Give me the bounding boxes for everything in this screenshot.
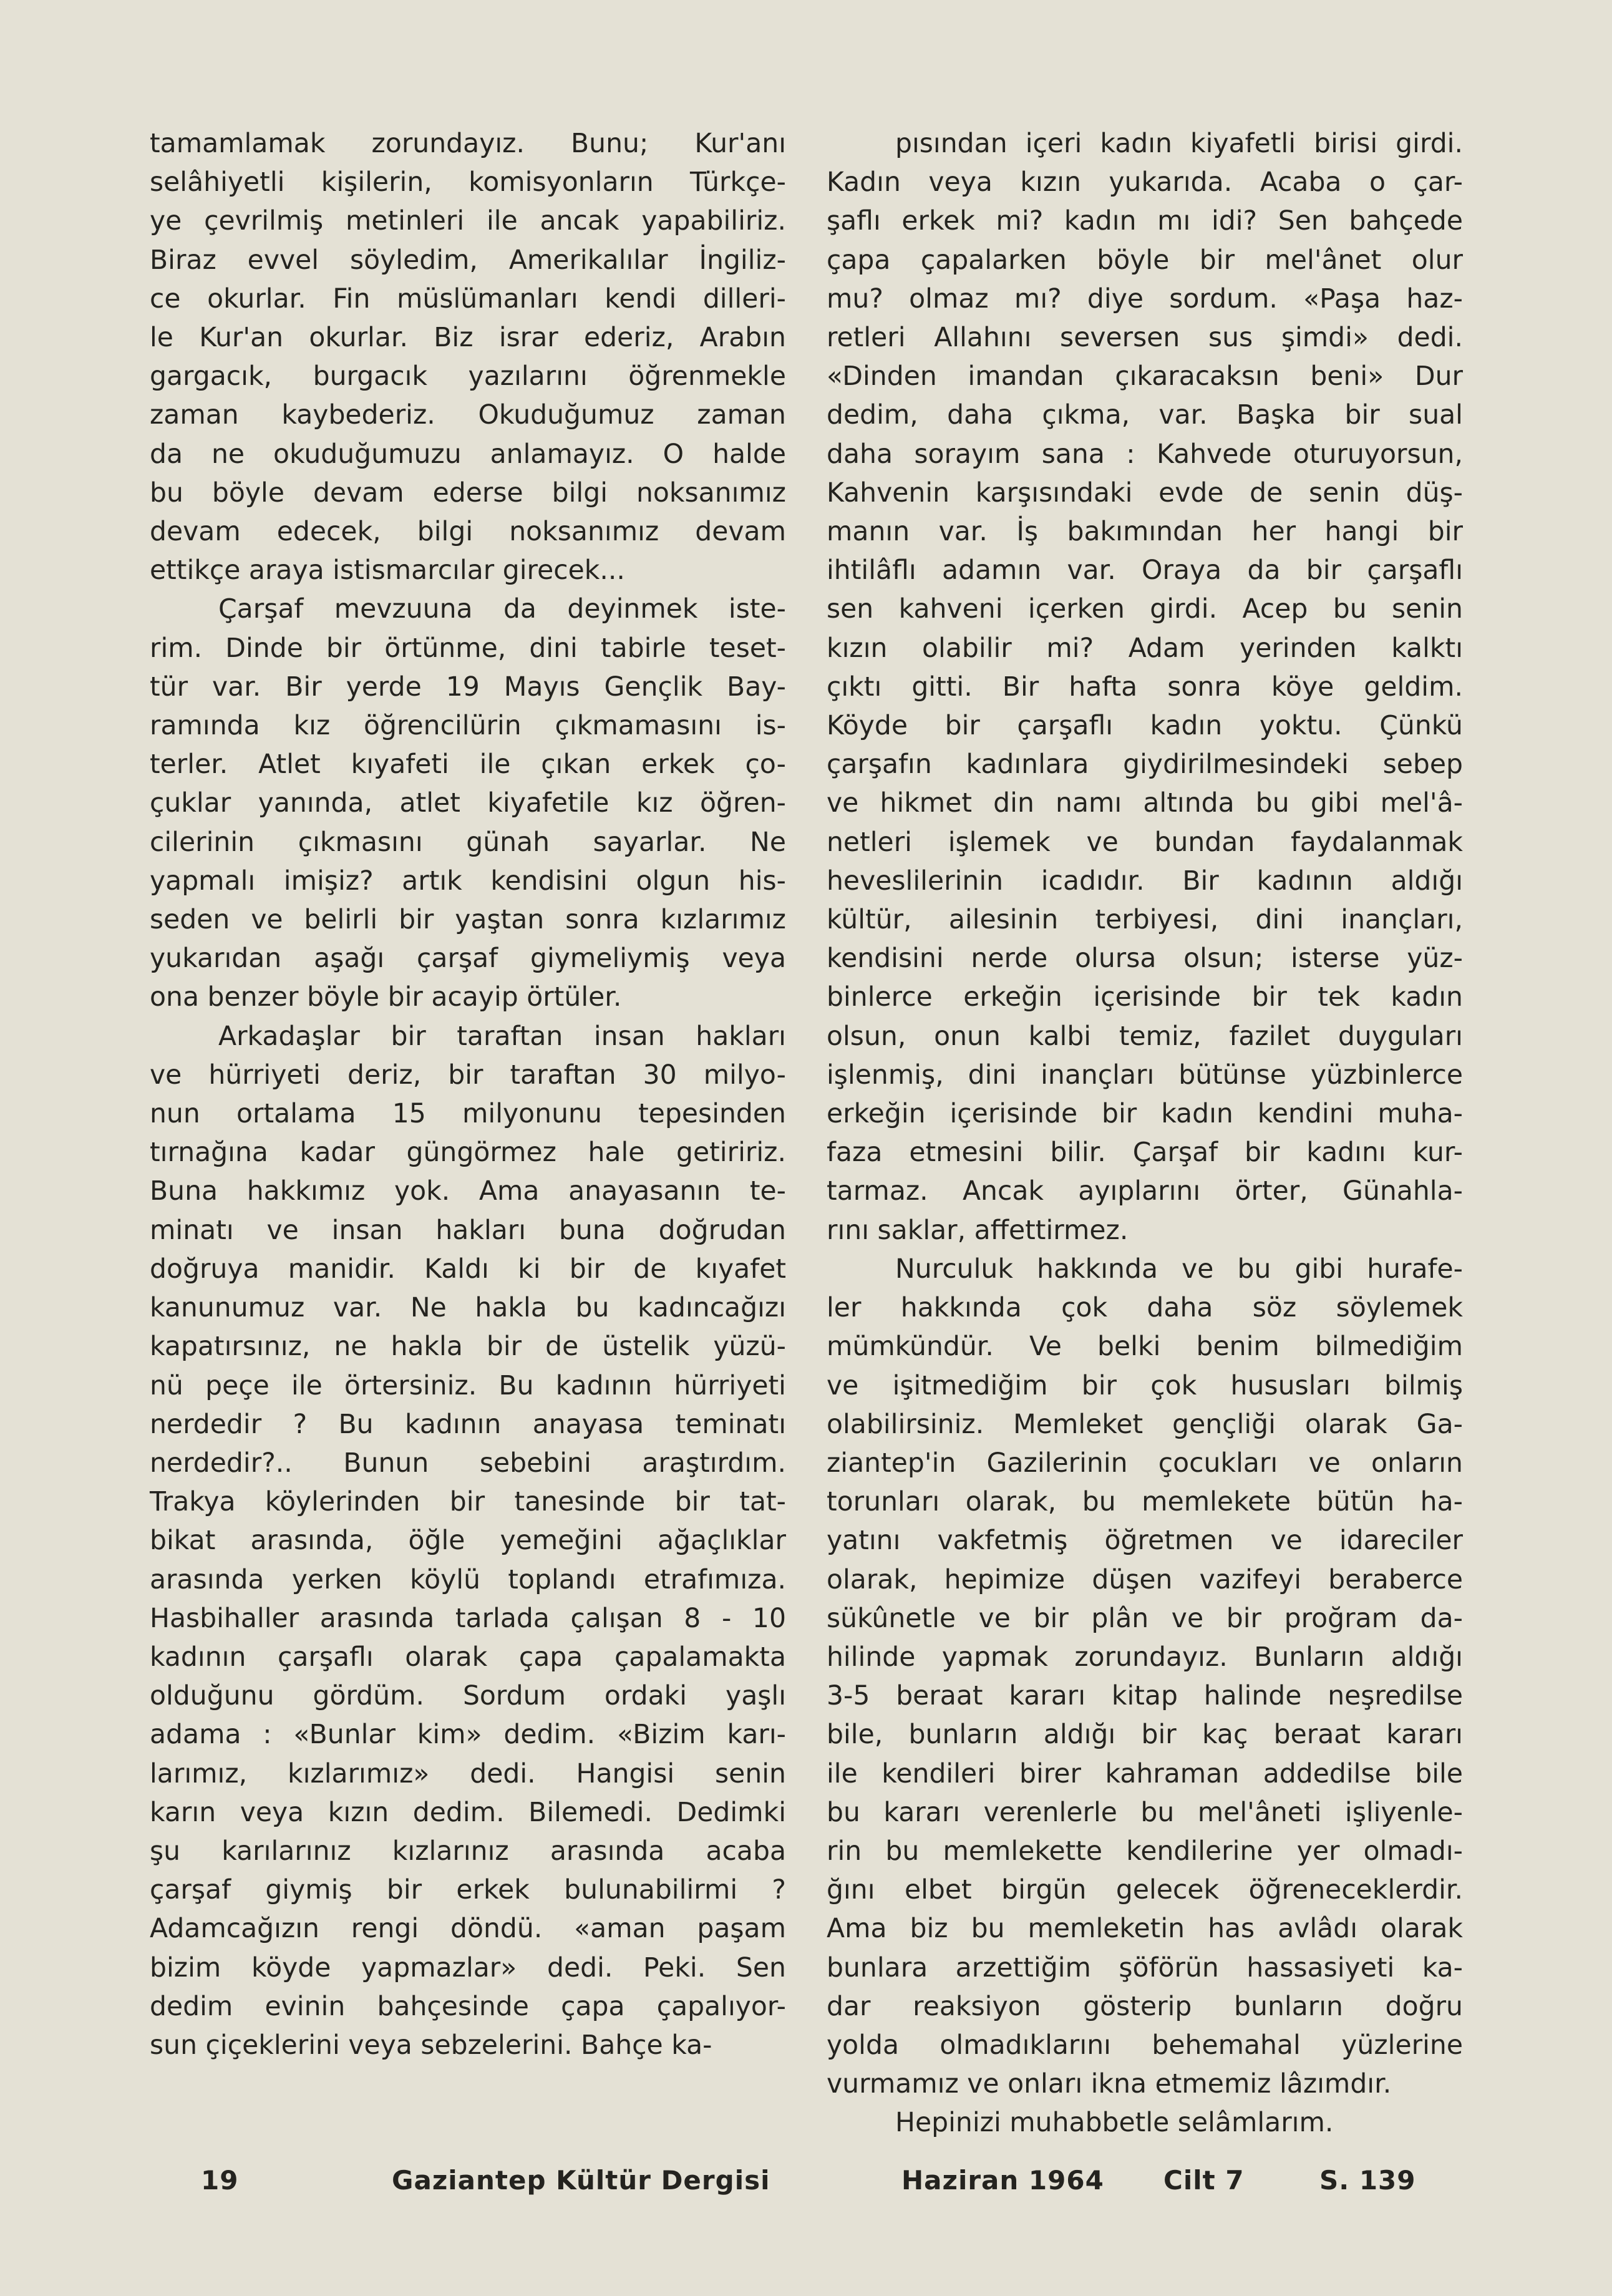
- right-column: [827, 125, 1463, 2143]
- text-line: terler. Atlet kıyafeti ile çıkan erkek ço-: [150, 749, 786, 781]
- text-line: nerdedir ? Bu kadının anayasa teminatı: [150, 1409, 786, 1440]
- text-line: netleri işlemek ve bundan faydalanmak: [827, 827, 1463, 858]
- text-line: erkeğin içerisinde bir kadın kendini muha-: [827, 1099, 1463, 1130]
- text-line: çapa çapalarken böyle bir mel'ânet olur: [827, 245, 1463, 276]
- text-line: çarşaf giymiş bir erkek bulunabilirmi ?: [150, 1875, 786, 1906]
- text-line: ye çevrilmiş metinleri ile ancak yapabiliriz.: [150, 206, 786, 237]
- paragraph: [827, 2104, 1463, 2143]
- text-line: ve hürriyeti deriz, bir taraftan 30 milyo-: [150, 1059, 786, 1091]
- text-line: larımız, kızlarımız» dedi. Hangisi senin: [150, 1758, 786, 1789]
- text-line: tür var. Bir yerde 19 Mayıs Gençlik Bay-: [150, 671, 786, 703]
- text-line: ğını elbet birgün gelecek öğreneceklerdir.: [827, 1875, 1463, 1906]
- paragraph: [150, 590, 786, 1017]
- text-line: daha sorayım sana : Kahvede oturuyorsun,: [827, 439, 1463, 470]
- text-line: yukarıdan aşağı çarşaf giymeliymiş veya: [150, 943, 786, 975]
- text-line: ziantep'in Gazilerinin çocukları ve onların: [827, 1447, 1463, 1479]
- text-line: ona benzer böyle bir acayip örtüler.: [150, 982, 622, 1013]
- text-line: sun çiçeklerini veya sebzelerini. Bahçe ka-: [150, 2030, 712, 2061]
- text-line: şu karılarınız kızlarınız arasında acaba: [150, 1836, 786, 1867]
- text-line: 3-5 beraat kararı kitap halinde neşredilse: [827, 1681, 1463, 1712]
- publication-name: Gaziantep Kültür Dergisi: [392, 2165, 770, 2196]
- text-line: heveslilerinin icadıdır. Bir kadının aldığı: [827, 865, 1463, 897]
- text-line: bunlara arzettiğim şöförün hassasiyeti ka-: [827, 1952, 1463, 1983]
- text-line: mu? olmaz mı? diye sordum. «Paşa haz-: [827, 283, 1463, 314]
- text-line: vurmamız ve onları ikna etmemiz lâzımdır.: [827, 2069, 1392, 2100]
- text-line: ler hakkında çok daha söz söylemek: [827, 1293, 1463, 1324]
- text-line: pısından içeri kadın kiyafetli birisi girdi.: [895, 129, 1463, 159]
- issue-number: S. 139: [1319, 2165, 1416, 2196]
- text-line: dedim evinin bahçesinde çapa çapalıyor-: [150, 1991, 786, 2022]
- text-line: kadının çarşaflı olarak çapa çapalamakta: [150, 1642, 786, 1673]
- text-line: ce okurlar. Fin müslümanları kendi dilleri-: [150, 283, 786, 314]
- text-line: nun ortalama 15 milyonunu tepesinden: [150, 1099, 786, 1130]
- text-line: da ne okuduğumuzu anlamayız. O halde: [150, 439, 786, 470]
- text-line: Kahvenin karşısındaki evde de senin düş-: [827, 477, 1463, 508]
- text-line: dar reaksiyon gösterip bunların doğru: [827, 1991, 1463, 2022]
- volume-number: Cilt 7: [1163, 2165, 1245, 2196]
- text-line: olarak, hepimize düşen vazifeyi beraberce: [827, 1564, 1463, 1595]
- text-line: sükûnetle ve bir plân ve bir proğram da-: [827, 1603, 1463, 1634]
- text-line: kültür, ailesinin terbiyesi, dini inançları,: [827, 905, 1463, 936]
- text-line: Adamcağızın rengi döndü. «aman paşam: [150, 1914, 786, 1945]
- text-line: doğruya manidir. Kaldı ki bir de kıyafet: [150, 1253, 786, 1285]
- text-line: bu böyle devam ederse bilgi noksanımız: [150, 477, 786, 508]
- text-line: sen kahveni içerken girdi. Acep bu senin: [827, 594, 1463, 625]
- text-line: çarşafın kadınlara giydirilmesindeki sebep: [827, 749, 1463, 781]
- text-line: ettikçe araya istismarcılar girecek...: [150, 555, 625, 586]
- text-line: Nurculuk hakkında ve bu gibi hurafe-: [895, 1253, 1463, 1285]
- issue-date: Haziran 1964: [901, 2165, 1104, 2196]
- text-line: yolda olmadıklarını behemahal yüzlerine: [827, 2030, 1463, 2061]
- text-line: ve işitmediğim bir çok hususları bilmiş: [827, 1370, 1463, 1401]
- text-line: kendisini nerde olursa olsun; isterse yüz-: [827, 943, 1463, 975]
- text-line: Çarşaf mevzuuna da deyinmek iste-: [218, 594, 786, 625]
- text-line: rını saklar, affettirmez.: [827, 1215, 1129, 1246]
- text-line: Kadın veya kızın yukarıda. Acaba o çar-: [827, 167, 1463, 198]
- text-line: seden ve belirli bir yaştan sonra kızlarımız: [150, 905, 786, 936]
- text-line: ve hikmet din namı altında bu gibi mel'â-: [827, 788, 1463, 819]
- text-line: Köyde bir çarşaflı kadın yoktu. Çünkü: [827, 711, 1463, 742]
- text-line: tarmaz. Ancak ayıplarını örter, Günahla-: [827, 1176, 1463, 1207]
- paragraph: [827, 1250, 1463, 2104]
- text-line: manın var. İş bakımından her hangi bir: [827, 517, 1463, 548]
- paragraph: [150, 1018, 786, 2065]
- text-line: yapmalı imişiz? artık kendisini olgun his-: [150, 865, 786, 897]
- paragraph: [150, 125, 786, 590]
- text-line: yatını vakfetmiş öğretmen ve idareciler: [827, 1525, 1463, 1557]
- text-line: dedim, daha çıkma, var. Başka bir sual: [827, 400, 1463, 431]
- text-line: olduğunu gördüm. Sordum ordaki yaşlı: [150, 1681, 786, 1712]
- text-line: rin bu memlekette kendilerine yer olmadı-: [827, 1836, 1463, 1867]
- text-line: Trakya köylerinden bir tanesinde bir tat-: [150, 1487, 786, 1518]
- text-line: ramında kız öğrencilürin çıkmamasını is-: [150, 711, 786, 742]
- text-line: «Dinden imandan çıkaracaksın beni» Dur: [827, 361, 1463, 392]
- text-line: adama : «Bunlar kim» dedim. «Bizim karı-: [150, 1720, 786, 1751]
- text-line: selâhiyetli kişilerin, komisyonların Türkçe-: [150, 167, 786, 198]
- text-line: ihtilâflı adamın var. Oraya da bir çarşaflı: [827, 555, 1463, 586]
- text-line: Ama biz bu memleketin has avlâdı olarak: [827, 1914, 1463, 1945]
- text-line: tamamlamak zorundayız. Bunu; Kur'anı: [150, 129, 786, 159]
- text-line: zaman kaybederiz. Okuduğumuz zaman: [150, 400, 786, 431]
- text-line: Biraz evvel söyledim, Amerikalılar İngiliz-: [150, 245, 786, 276]
- text-line: rim. Dinde bir örtünme, dini tabirle teset-: [150, 633, 786, 664]
- text-line: bizim köyde yapmazlar» dedi. Peki. Sen: [150, 1952, 786, 1983]
- text-line: bikat arasında, öğle yemeğini ağaçlıklar: [150, 1525, 786, 1557]
- text-line: ile kendileri birer kahraman addedilse bile: [827, 1758, 1463, 1789]
- text-line: şaflı erkek mi? kadın mı idi? Sen bahçede: [827, 206, 1463, 237]
- paragraph: [827, 125, 1463, 1250]
- text-line: gargacık, burgacık yazılarını öğrenmekle: [150, 361, 786, 392]
- text-line: devam edecek, bilgi noksanımız devam: [150, 517, 786, 548]
- left-column: [150, 125, 786, 2065]
- text-line: Hasbihaller arasında tarlada çalışan 8 - 10: [150, 1603, 786, 1634]
- text-line: hilinde yapmak zorundayız. Bunların aldığı: [827, 1642, 1463, 1673]
- text-line: le Kur'an okurlar. Biz israr ederiz, Arabın: [150, 323, 786, 354]
- text-line: kızın olabilir mi? Adam yerinden kalktı: [827, 633, 1463, 664]
- text-line: binlerce erkeğin içerisinde bir tek kadın: [827, 982, 1463, 1013]
- text-line: retleri Allahını seversen sus şimdi» dedi.: [827, 323, 1463, 354]
- page-number: 19: [201, 2165, 239, 2196]
- text-line: çuklar yanında, atlet kiyafetile kız öğren-: [150, 788, 786, 819]
- text-line: çıktı gitti. Bir hafta sonra köye geldim.: [827, 671, 1463, 703]
- text-line: tırnağına kadar güngörmez hale getiririz.: [150, 1137, 786, 1169]
- text-line: olabilirsiniz. Memleket gençliği olarak Ga-: [827, 1409, 1463, 1440]
- text-line: nü peçe ile örtersiniz. Bu kadının hürriyeti: [150, 1370, 786, 1401]
- text-line: karın veya kızın dedim. Bilemedi. Dedimki: [150, 1797, 786, 1828]
- text-line: kanunumuz var. Ne hakla bu kadıncağızı: [150, 1293, 786, 1324]
- text-line: bile, bunların aldığı bir kaç beraat kararı: [827, 1720, 1463, 1751]
- text-line: Hepinizi muhabbetle selâmlarım.: [895, 2108, 1334, 2139]
- text-line: faza etmesini bilir. Çarşaf bir kadını kur-: [827, 1137, 1463, 1169]
- text-line: olsun, onun kalbi temiz, fazilet duyguları: [827, 1021, 1463, 1052]
- text-line: cilerinin çıkmasını günah sayarlar. Ne: [150, 827, 786, 858]
- text-line: torunları olarak, bu memlekete bütün ha-: [827, 1487, 1463, 1518]
- text-line: işlenmiş, dini inançları bütünse yüzbinlerce: [827, 1059, 1463, 1091]
- text-line: arasında yerken köylü toplandı etrafımıza.: [150, 1564, 786, 1595]
- text-line: kapatırsınız, ne hakla bir de üstelik yüzü-: [150, 1331, 786, 1363]
- text-line: Arkadaşlar bir taraftan insan hakları: [218, 1021, 786, 1052]
- text-line: minatı ve insan hakları buna doğrudan: [150, 1215, 786, 1246]
- text-line: bu kararı verenlerle bu mel'âneti işliyenle-: [827, 1797, 1463, 1828]
- text-line: Buna hakkımız yok. Ama anayasanın te-: [150, 1176, 786, 1207]
- text-line: nerdedir?.. Bunun sebebini araştırdım.: [150, 1447, 786, 1479]
- text-line: mümkündür. Ve belki benim bilmediğim: [827, 1331, 1463, 1363]
